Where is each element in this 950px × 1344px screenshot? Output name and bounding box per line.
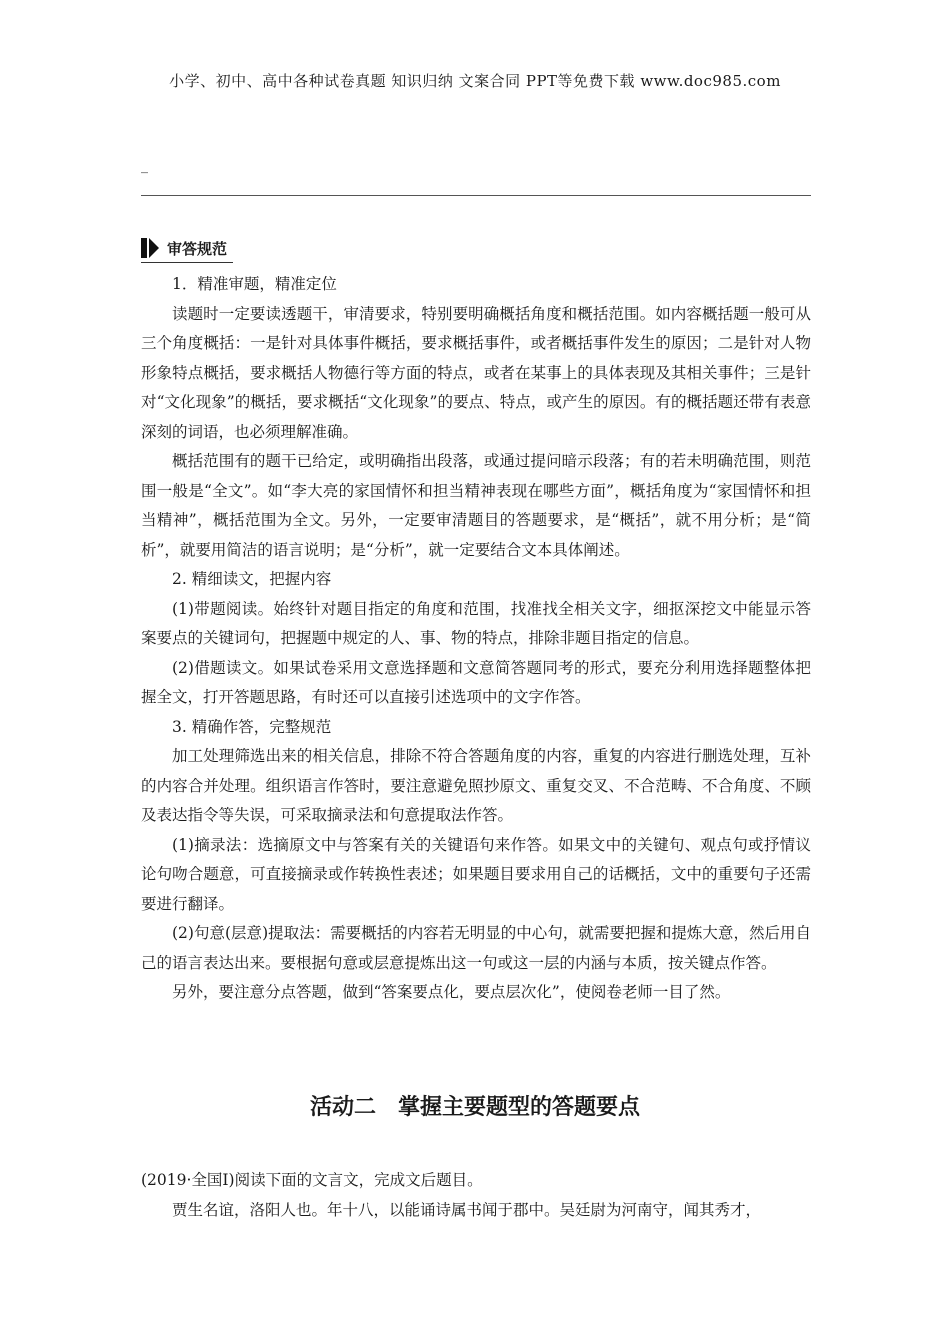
- paragraph: (1)带题阅读。始终针对题目指定的角度和范围，找准找全相关文字，细抠深挖文中能显示答案要点的关键词句，把握题中规定的人、事、物的特点，排除非题目指定的信息。: [141, 599, 811, 647]
- dash-mark: _: [141, 158, 148, 174]
- paragraph: (2)借题读文。如果试卷采用文意选择题和文意简答题同考的形式，要充分利用选择题整体把握全文，打开答题思路，有时还可以直接引述选项中的文字作答。: [141, 658, 811, 706]
- paragraph: 1．精准审题，精准定位: [172, 275, 337, 293]
- section-marker-icon: [141, 238, 161, 258]
- section-heading: [141, 237, 227, 259]
- activity-title: 活动二 掌握主要题型的答题要点: [309, 1095, 640, 1120]
- paragraph: 读题时一定要读透题干，审清要求，特别要明确概括角度和概括范围。如内容概括题一般可从三个角度概括：一是针对具体事件概括，要求概括事件，或者概括事件发生的原因；二是针对人物形象特点概括，要求概括人物德行等方面的特点，或者在某事上的具体表现及其相关事件；三是针对“文化现象”的概括，要求概括“文化现象”的要点、特点，或产生的原因。有的概括题还带有表意深刻的词语，也必须理解准确。: [141, 304, 811, 441]
- paragraph: 概括范围有的题干已给定，或明确指出段落，或通过提问暗示段落；有的若未明确范围，则范围一般是“全文”。如“李大亮的家国情怀和担当精神表现在哪些方面”，概括角度为“家国情怀和担当精神”，概括范围为全文。另外，一定要审清题目的答题要求，是“概括”，就不用分析；是“简析”，就要用简洁的语言说明；是“分析”，就一定要结合文本具体阐述。: [141, 452, 811, 559]
- paragraph: 另外，要注意分点答题，做到“答案要点化，要点层次化”，使阅卷老师一目了然。: [172, 983, 731, 1001]
- paragraph: 加工处理筛选出来的相关信息，排除不符合答题角度的内容，重复的内容进行删选处理，互补的内容合并处理。组织语言作答时，要注意避免照抄原文、重复交叉、不合范畴、不合角度、不顾及表达指令等失误，可采取摘录法和句意提取法作答。: [141, 747, 811, 824]
- paragraph: 2. 精细读文，把握内容: [172, 570, 332, 588]
- paragraph: 3. 精确作答，完整规范: [172, 717, 332, 736]
- paragraph: (2)句意(层意)提取法：需要概括的内容若无明显的中心句，就需要把握和提炼大意，然后用自己的语言表达出来。要根据句意或层意提炼出这一句或这一层的内涵与本质，按关键点作答。: [141, 924, 811, 972]
- section-underline: [141, 262, 233, 263]
- question-block: [141, 1165, 811, 1225]
- body-text: [141, 270, 811, 1008]
- section-title: 审答规范: [167, 239, 228, 258]
- paragraph: (1)摘录法：选摘原文中与答案有关的关键语句来作答。如果文中的关键句、观点句或抒情议论句吻合题意，可直接摘录或作转换性表述；如果题目要求用自己的话概括，文中的重要句子还需要进行翻译。: [141, 835, 811, 913]
- page-header: 小学、初中、高中各种试卷真题 知识归纳 文案合同 PPT等免费下载 www.doc985.com: [169, 72, 781, 90]
- horizontal-rule: [141, 195, 811, 196]
- question-intro: (2019·全国Ⅰ)阅读下面的文言文，完成文后题目。: [141, 1171, 483, 1189]
- passage-start: 贾生名谊，洛阳人也。年十八，以能诵诗属书闻于郡中。吴廷尉为河南守，闻其秀才，: [172, 1201, 762, 1219]
